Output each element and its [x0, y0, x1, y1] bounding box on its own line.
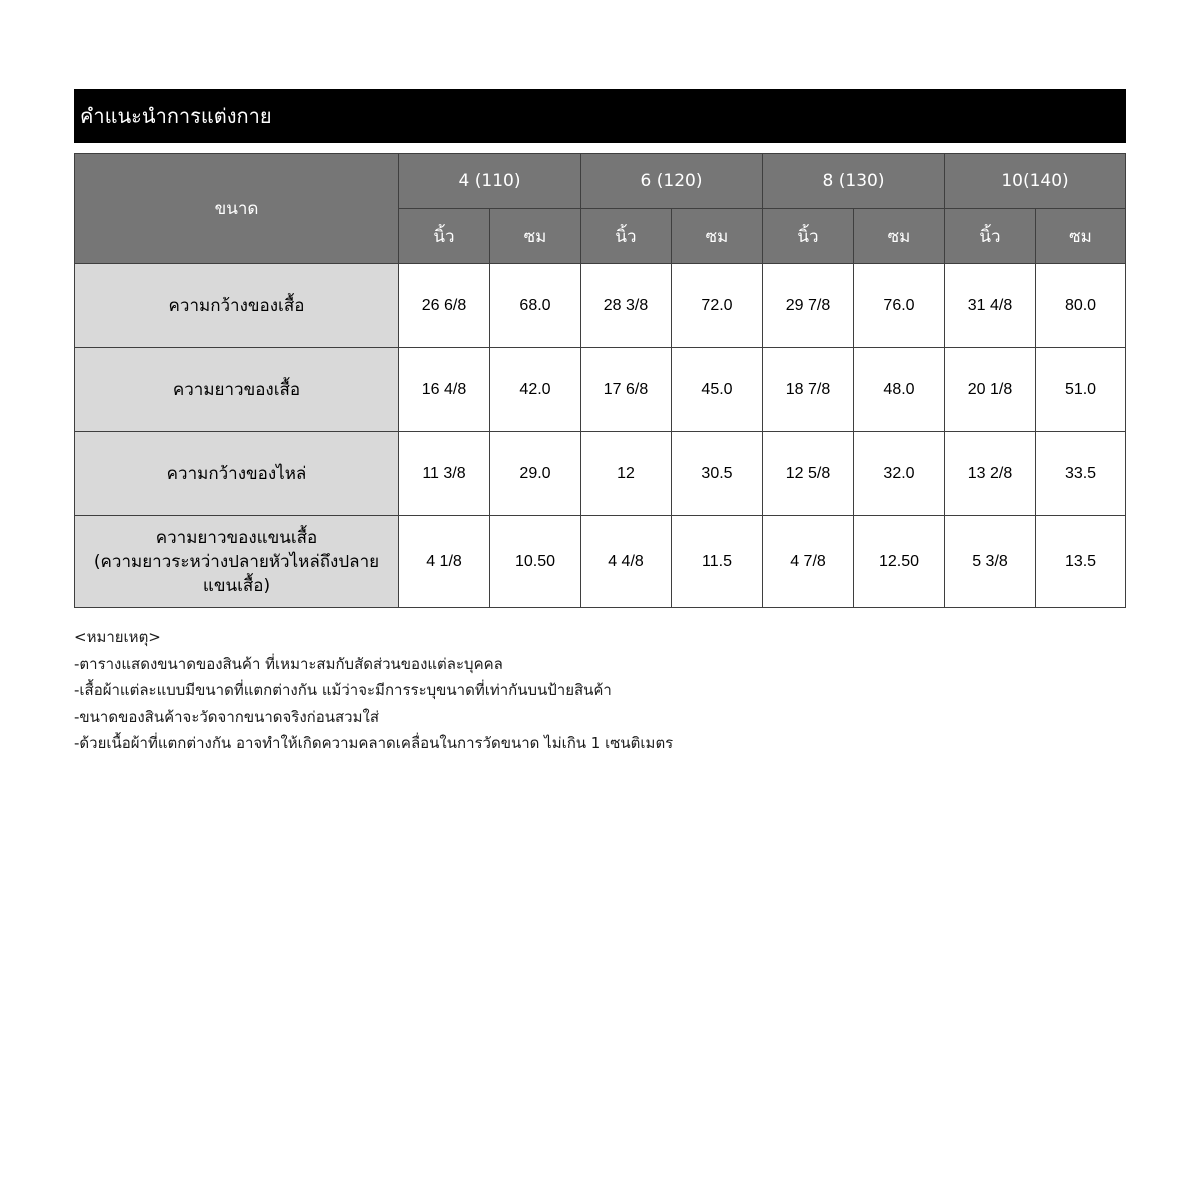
- row-label-line: แขนเสื้อ): [202, 575, 271, 596]
- size-column-header: ขนาด: [75, 154, 399, 264]
- row-label-line: ความยาวของแขนเสื้อ: [155, 527, 318, 548]
- table-cell: 12: [581, 432, 672, 516]
- table-cell: 51.0: [1036, 348, 1126, 432]
- table-cell: 11.5: [672, 516, 763, 608]
- table-cell: 13 2/8: [945, 432, 1036, 516]
- banner-title-text: คำแนะนำการแต่งกาย: [80, 104, 272, 128]
- size-header-4: 4 (110): [399, 154, 581, 209]
- row-label-line: (ความยาวระหว่างปลายหัวไหล่ถึงปลาย: [93, 551, 380, 572]
- table-cell: 68.0: [490, 264, 581, 348]
- table-cell: 42.0: [490, 348, 581, 432]
- size-header-row: [75, 154, 1126, 209]
- row-label-chest-width: ความกว้างของเสื้อ: [75, 264, 399, 348]
- table-cell: 29 7/8: [763, 264, 854, 348]
- table-row: [75, 516, 1126, 608]
- unit-header: นิ้ว: [763, 209, 854, 264]
- table-cell: 11 3/8: [399, 432, 490, 516]
- table-cell: 45.0: [672, 348, 763, 432]
- table-cell: 29.0: [490, 432, 581, 516]
- unit-header: นิ้ว: [581, 209, 672, 264]
- table-row: [75, 264, 1126, 348]
- table-cell: 48.0: [854, 348, 945, 432]
- note-item: -เสื้อผ้าแต่ละแบบมีขนาดที่แตกต่างกัน แม้ว่าจะมีการระบุขนาดที่เท่ากันบนป้ายสินค้า: [74, 681, 612, 699]
- row-label-shirt-length: ความยาวของเสื้อ: [75, 348, 399, 432]
- unit-header: ซม: [490, 209, 581, 264]
- table-cell: 33.5: [1036, 432, 1126, 516]
- table-cell: 30.5: [672, 432, 763, 516]
- banner-title: [74, 89, 1126, 143]
- table-row: [75, 348, 1126, 432]
- size-chart-table: [74, 153, 1126, 608]
- table-cell: 13.5: [1036, 516, 1126, 608]
- table-cell: 76.0: [854, 264, 945, 348]
- table-cell: 12.50: [854, 516, 945, 608]
- notes-title: <หมายเหตุ>: [74, 628, 161, 646]
- table-cell: 4 1/8: [399, 516, 490, 608]
- row-label-shoulder-width: ความกว้างของไหล่: [75, 432, 399, 516]
- table-cell: 17 6/8: [581, 348, 672, 432]
- table-row: [75, 432, 1126, 516]
- table-cell: 72.0: [672, 264, 763, 348]
- table-cell: 32.0: [854, 432, 945, 516]
- table-cell: 4 4/8: [581, 516, 672, 608]
- table-cell: 20 1/8: [945, 348, 1036, 432]
- note-item: -ขนาดของสินค้าจะวัดจากขนาดจริงก่อนสวมใส่: [74, 707, 379, 726]
- unit-header: นิ้ว: [399, 209, 490, 264]
- table-cell: 5 3/8: [945, 516, 1036, 608]
- table-cell: 12 5/8: [763, 432, 854, 516]
- unit-header: นิ้ว: [945, 209, 1036, 264]
- table-cell: 10.50: [490, 516, 581, 608]
- row-label-sleeve-length: [75, 516, 399, 608]
- unit-header: ซม: [854, 209, 945, 264]
- table-cell: 26 6/8: [399, 264, 490, 348]
- size-header-8: 8 (130): [763, 154, 945, 209]
- table-cell: 28 3/8: [581, 264, 672, 348]
- note-item: -ด้วยเนื้อผ้าที่แตกต่างกัน อาจทำให้เกิดความคลาดเคลื่อนในการวัดขนาด ไม่เกิน 1 เซนติเมตร: [74, 734, 674, 752]
- unit-header: ซม: [1036, 209, 1126, 264]
- table-cell: 16 4/8: [399, 348, 490, 432]
- unit-header: ซม: [672, 209, 763, 264]
- table-cell: 4 7/8: [763, 516, 854, 608]
- note-item: -ตารางแสดงขนาดของสินค้า ที่เหมาะสมกับสัดส่วนของแต่ละบุคคล: [74, 654, 503, 673]
- table-cell: 18 7/8: [763, 348, 854, 432]
- size-header-6: 6 (120): [581, 154, 763, 209]
- table-cell: 31 4/8: [945, 264, 1036, 348]
- notes-section: [74, 624, 673, 757]
- table-cell: 80.0: [1036, 264, 1126, 348]
- size-header-10: 10(140): [945, 154, 1126, 209]
